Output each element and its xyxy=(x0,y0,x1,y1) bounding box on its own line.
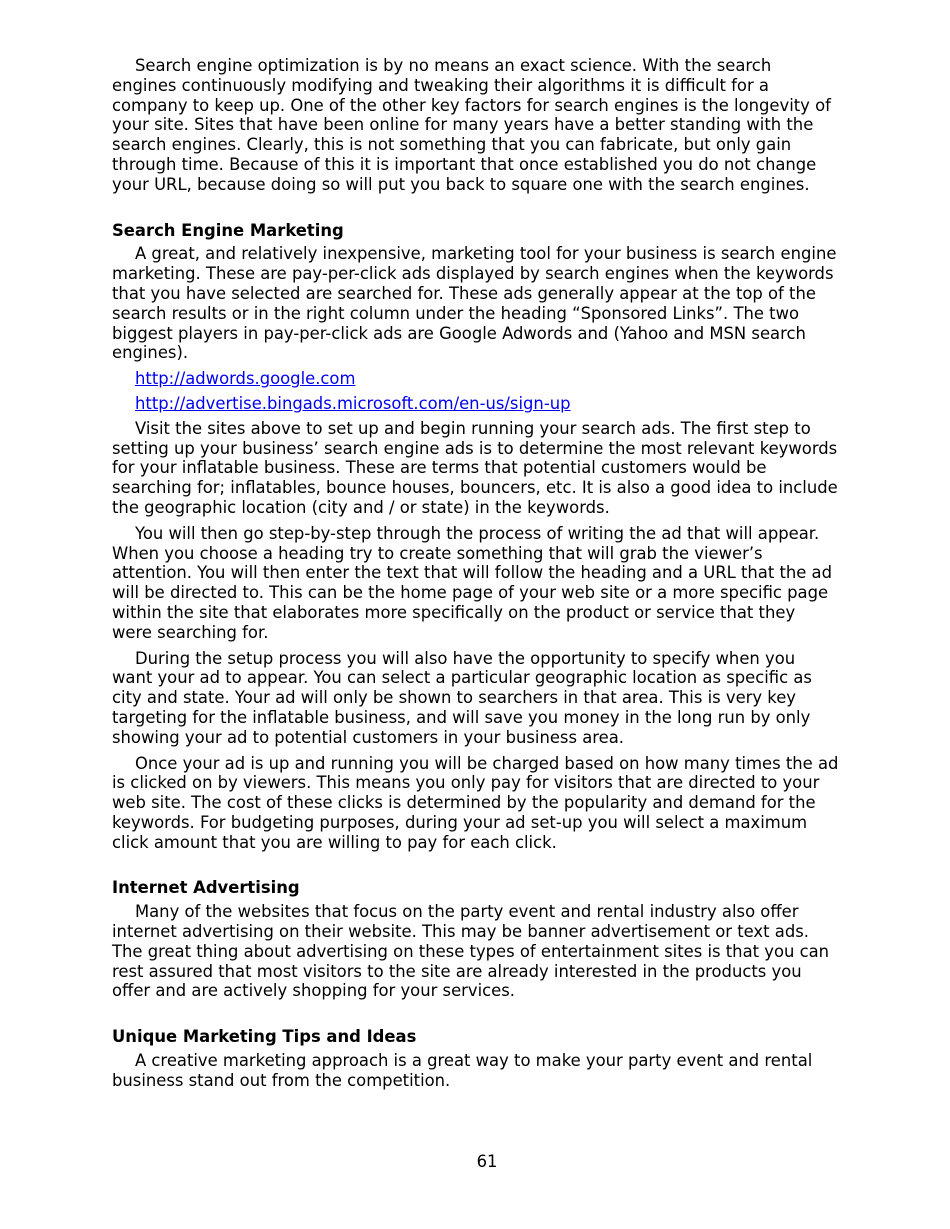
paragraph: During the setup process you will also have the opportunity to specify when you want your ad to appear. You can select a particular geographic location as specific as city and state. Your ad will only be shown to searchers in that area. This is very key targeting for the inflatable business, and will save you money in the long run by only showing your ad to potential customers in your business area. xyxy=(112,648,812,747)
section-spacer xyxy=(112,1007,840,1027)
adwords-link[interactable]: http://adwords.google.com xyxy=(135,369,356,389)
paragraph: Once your ad is up and running you will be charged based on how many times the ad is clicked on by viewers. This means you only pay for visitors that are directed to your web site. The cost of these clicks is determined by the popularity and demand for the keywords. For budgeting purposes, during your ad set-up you will select a maximum click amount that you are willing to pay for each click. xyxy=(112,753,839,852)
paragraph: A creative marketing approach is a great way to make your party event and rental business stand out from the competition. xyxy=(112,1051,813,1090)
section-heading: Search Engine Marketing xyxy=(112,220,344,240)
paragraph: Many of the websites that focus on the party event and rental industry also offer internet advertising on their website. This may be banner advertisement or text ads. The great thing about advertising on these types of entertainment sites is that you can rest assured that most visitors to the site are already interested in the products you offer and are actively shopping for your services. xyxy=(112,902,830,1001)
page-number: 61 xyxy=(476,1152,498,1171)
bingads-link[interactable]: http://advertise.bingads.microsoft.com/en-us/sign-up xyxy=(135,393,571,413)
section-spacer xyxy=(112,201,840,221)
section-heading: Unique Marketing Tips and Ideas xyxy=(112,1027,417,1047)
paragraph: Visit the sites above to set up and begin running your search ads. The first step to setting up your business’ search engine ads is to determine the most relevant keywords for your inflatable business. These are terms that potential customers would be searching for; inflatables, bounce houses, bouncers, etc. It is also a good idea to include the geographic location (city and / or state) in the keywords. xyxy=(112,418,838,517)
section-heading: Internet Advertising xyxy=(112,878,300,898)
paragraph: Search engine optimization is by no means an exact science. With the search engines continuously modifying and tweaking their algorithms it is difficult for a company to keep up. One of the other key factors for search engines is the longevity of your site. Sites that have been online for many years have a better standing with the search engines. Clearly, this is not something that you can fabricate, but only gain through time. Because of this it is important that once established you do not change your URL, because doing so will put you back to square one with the search engines. xyxy=(112,56,831,194)
document-body xyxy=(112,56,840,1097)
section-spacer xyxy=(112,858,840,878)
paragraph: You will then go step-by-step through the process of writing the ad that will appear. When you choose a heading try to create something that will grab the viewer’s attention. You will then enter the text that will follow the heading and a URL that the ad will be directed to. This can be the home page of your web site or a more specific page within the site that elaborates more specifically on the product or service that they were searching for. xyxy=(112,523,833,642)
paragraph: A great, and relatively inexpensive, marketing tool for your business is search engine marketing. These are pay-per-click ads displayed by search engines when the keywords that you have selected are searched for. These ads generally appear at the top of the search results or in the right column under the heading “Sponsored Links”. The two biggest players in pay-per-click ads are Google Adwords and (Yahoo and MSN search engines). xyxy=(112,244,837,363)
